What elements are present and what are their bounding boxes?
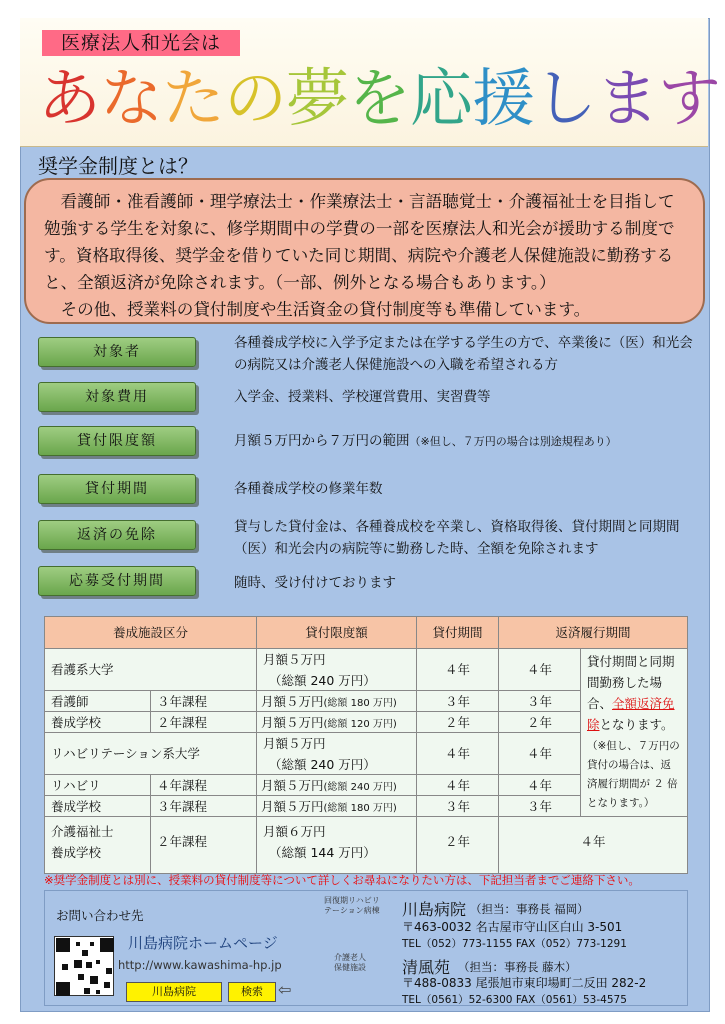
facility-tel: TEL（0561）52-6300 FAX（0561）53-4575 xyxy=(402,994,627,1006)
slogan-char: す xyxy=(658,62,720,135)
row5-course: ４年課程 xyxy=(151,775,257,796)
label-limit: 貸付限度額 xyxy=(38,426,196,456)
intro-paragraph-1: 看護師・准看護師・理学療法士・作業療法士・言語聴覚士・介護福祉士を目指して勉強する学生を対象に、修学期間中の学費の一部を医療法人和光会が援助する制度です。資格取得後、奨学金を借りていた同じ期間、病院や介護老人保健施設に勤務すると、全額返済が免除されます。（一部、例外となる場合もあります。） xyxy=(44,192,675,292)
label-period: 貸付期間 xyxy=(38,474,196,504)
row2-repay: ３年 xyxy=(499,691,581,712)
row3-period: ２年 xyxy=(417,712,499,733)
row6-period: ３年 xyxy=(417,796,499,817)
row3-amount-monthly: 月額５万円 xyxy=(261,715,324,730)
row7-period: ２年 xyxy=(417,817,499,873)
arrow-left-icon: ⇦ xyxy=(278,980,292,999)
hospital-tel: TEL（052）773-1155 FAX（052）773-1291 xyxy=(402,938,627,950)
row6-repay: ３年 xyxy=(499,796,581,817)
row1-amount-monthly: 月額５万円 xyxy=(263,652,326,667)
row4-name: リハビリテーション系大学 xyxy=(45,733,257,775)
repay-note-text: 貸付期間と同期間勤務した場合、 xyxy=(587,654,675,711)
row2-amount-monthly: 月額５万円 xyxy=(261,694,324,709)
contact-title: お問い合わせ先 xyxy=(56,908,144,923)
row6-course: ３年課程 xyxy=(151,796,257,817)
info-limit-note: （※但し、７万円の場合は別途規程あり） xyxy=(409,435,617,448)
facility-name: 清風苑 xyxy=(402,958,451,977)
warning-note: ※奨学金制度とは別に、授業料の貸付制度等について詳しくお尋ねになりたい方は、下記担当者までご連絡下さい。 xyxy=(44,873,640,887)
label-exemption: 返済の免除 xyxy=(38,520,196,550)
row5-name: リハビリ xyxy=(45,775,151,796)
row7-name-line2: 養成学校 xyxy=(51,845,102,860)
row2-amount-total: (総額 180 万円) xyxy=(323,698,397,709)
slogan-char: の xyxy=(224,62,286,135)
th-limit: 貸付限度額 xyxy=(257,617,417,649)
hospital-contact: （担当：事務長 福岡） xyxy=(470,902,589,916)
label-costs: 対象費用 xyxy=(38,382,196,412)
slogan-char: あ xyxy=(38,62,100,135)
row4-repay: ４年 xyxy=(499,733,581,775)
row7-amount xyxy=(257,817,417,873)
row6-name: 養成学校 xyxy=(45,796,151,817)
row2-name: 看護師 xyxy=(45,691,151,712)
row5-period: ４年 xyxy=(417,775,499,796)
info-limit-text: 月額５万円から７万円の範囲 xyxy=(234,433,410,449)
repay-note xyxy=(581,649,687,817)
row1-name: 看護系大学 xyxy=(45,649,257,691)
hospital-type-line2: テーション病棟 xyxy=(324,906,380,915)
row7-name-line1: 介護福祉士 xyxy=(51,824,114,839)
loan-table xyxy=(44,616,688,874)
row2-amount xyxy=(257,691,417,712)
repay-note-highlight: 全額返済免除 xyxy=(587,696,675,732)
qr-module xyxy=(56,938,70,952)
row7-name xyxy=(45,817,151,873)
qr-module xyxy=(76,942,80,946)
qr-module xyxy=(90,976,98,984)
info-target: 各種養成学校に入学予定または在学する学生の方で、卒業後に（医）和光会の病院又は介護老人保健施設への入職を希望される方 xyxy=(234,335,693,373)
qr-module xyxy=(104,982,110,988)
homepage-link[interactable]: 川島病院ホームページ xyxy=(128,934,278,952)
slogan-char: ま xyxy=(596,62,658,135)
th-repay: 返済履行期間 xyxy=(499,617,687,649)
slogan-char: し xyxy=(534,62,596,135)
slogan-char: 夢 xyxy=(286,62,348,135)
info-limit xyxy=(234,430,694,453)
qr-module xyxy=(86,962,92,968)
th-period: 貸付期間 xyxy=(417,617,499,649)
row6-amount xyxy=(257,796,417,817)
row3-name: 養成学校 xyxy=(45,712,151,733)
qr-module xyxy=(62,964,68,970)
row1-repay: ４年 xyxy=(499,649,581,691)
qr-module xyxy=(96,960,100,964)
row6-amount-monthly: 月額５万円 xyxy=(261,799,324,814)
qr-module xyxy=(56,982,70,996)
intro-box xyxy=(24,178,705,324)
qr-module xyxy=(84,988,90,994)
qr-module xyxy=(78,974,84,980)
info-period: 各種養成学校の修業年数 xyxy=(234,481,383,497)
row5-amount xyxy=(257,775,417,796)
facility-type-line1: 介護老人 xyxy=(334,953,366,962)
th-facility: 養成施設区分 xyxy=(45,617,257,649)
row5-repay: ４年 xyxy=(499,775,581,796)
row7-repay: ４年 xyxy=(580,834,606,849)
row1-period: ４年 xyxy=(417,649,499,691)
qr-module xyxy=(106,968,112,974)
organization-label: 医療法人和光会は xyxy=(42,30,240,56)
row2-period: ３年 xyxy=(417,691,499,712)
info-costs: 入学金、授業料、学校運営費用、実習費等 xyxy=(234,389,491,405)
row4-amount xyxy=(257,733,417,775)
facility-contact: （担当：事務長 藤木） xyxy=(458,960,577,974)
qr-module xyxy=(90,942,94,946)
row5-amount-total: (総額 240 万円) xyxy=(323,782,397,793)
row3-course: ２年課程 xyxy=(151,712,257,733)
row7-amount-total: （総額 144 万円） xyxy=(269,845,376,860)
search-button[interactable]: 検索 xyxy=(228,982,276,1002)
row6-amount-total: (総額 180 万円) xyxy=(323,803,397,814)
row3-amount-total: (総額 120 万円) xyxy=(323,719,397,730)
intro-title: 奨学金制度とは？ xyxy=(38,154,198,178)
label-target: 対象者 xyxy=(38,337,196,367)
info-application: 随時、受け付けております xyxy=(234,575,396,591)
facility-address: 〒488-0833 尾張旭市東印場町二反田 282-2 xyxy=(402,976,647,990)
row1-amount-total: （総額 240 万円） xyxy=(269,673,376,688)
repay-note-end: となります。 xyxy=(599,717,674,732)
row3-repay: ２年 xyxy=(499,712,581,733)
repay-note-exception: （※但し、７万円の貸付の場合は、返済履行期間が ２ 倍となります。） xyxy=(587,740,680,809)
slogan-char: を xyxy=(348,62,410,135)
row4-amount-total: （総額 240 万円） xyxy=(269,757,376,772)
row4-period: ４年 xyxy=(417,733,499,775)
intro-paragraph-2: その他、授業料の貸付制度や生活資金の貸付制度等も準備しています。 xyxy=(60,300,591,319)
row1-amount xyxy=(257,649,417,691)
row7-amount-monthly: 月額６万円 xyxy=(263,824,326,839)
qr-module xyxy=(74,960,82,968)
slogan-char: 応 xyxy=(410,62,472,135)
hospital-type xyxy=(324,896,380,916)
row7-course: ２年課程 xyxy=(151,817,257,873)
facility-type-line2: 保健施設 xyxy=(334,963,366,972)
slogan-title xyxy=(38,58,720,140)
hospital-address: 〒463-0032 名古屋市守山区白山 3-501 xyxy=(402,920,623,934)
facility-type xyxy=(334,953,366,973)
qr-module xyxy=(82,950,88,956)
slogan-char: た xyxy=(162,62,224,135)
info-exemption: 貸与した貸付金は、各種養成校を卒業し、資格取得後、貸付期間と同期間（医）和光会内の病院等に勤務した時、全額を免除されます xyxy=(234,519,680,557)
slogan-char: な xyxy=(100,62,162,135)
search-box[interactable]: 川島病院 xyxy=(126,982,222,1002)
row3-amount xyxy=(257,712,417,733)
row5-amount-monthly: 月額５万円 xyxy=(261,778,324,793)
qr-module xyxy=(100,938,114,952)
slogan-char: 援 xyxy=(472,62,534,135)
label-application: 応募受付期間 xyxy=(38,566,196,596)
hospital-type-line1: 回復期リハビリ xyxy=(324,896,380,905)
row2-course: ３年課程 xyxy=(151,691,257,712)
homepage-url[interactable]: http://www.kawashima-hp.jp xyxy=(118,958,282,972)
qr-code-icon xyxy=(54,936,114,996)
qr-module xyxy=(96,990,100,994)
row4-amount-monthly: 月額５万円 xyxy=(263,736,326,751)
hospital-name: 川島病院 xyxy=(402,900,467,919)
